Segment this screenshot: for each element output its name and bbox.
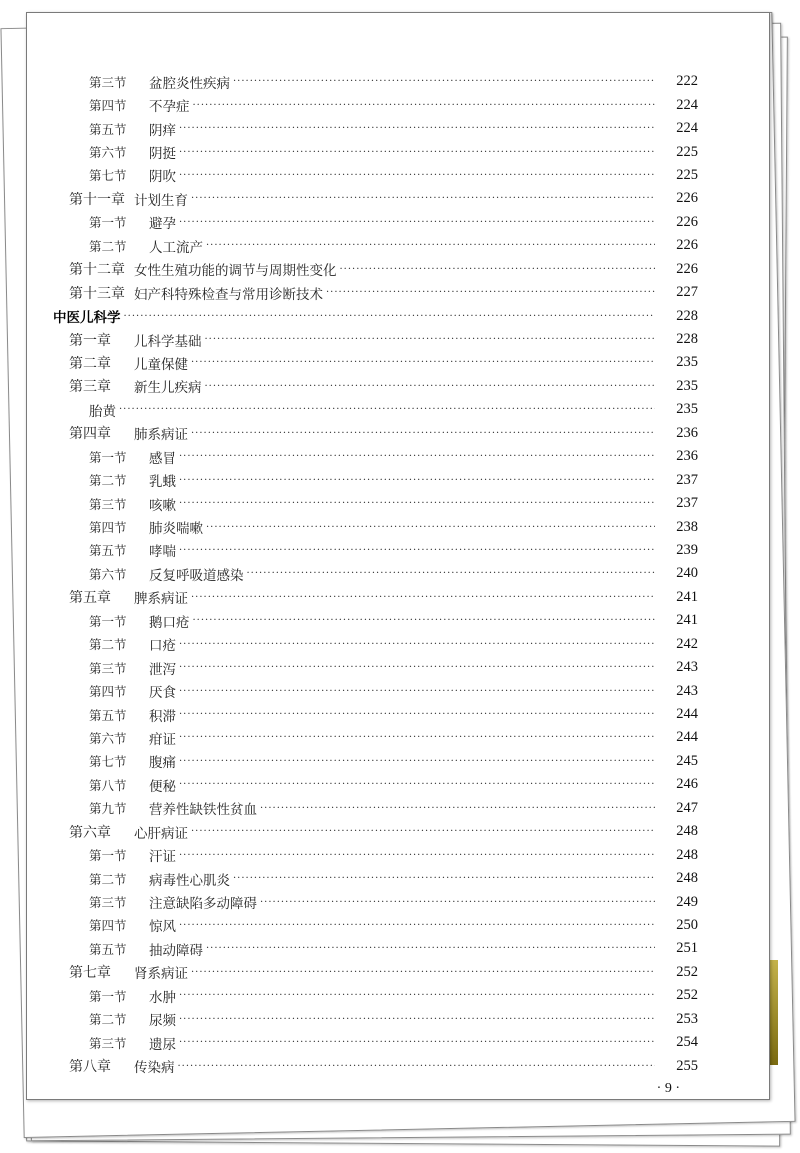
toc-entry-chapter[interactable] xyxy=(27,351,769,374)
toc-entry-title: 阴挺 xyxy=(149,146,176,163)
toc-entry-title: 汗证 xyxy=(149,849,176,866)
toc-entry-label: 第一章 xyxy=(69,332,111,349)
toc-entry-page: 226 xyxy=(676,190,698,207)
toc-entry-page: 224 xyxy=(676,96,698,113)
toc-entry-page: 235 xyxy=(676,401,698,418)
toc-entry-section[interactable] xyxy=(27,234,769,257)
leader-dots xyxy=(260,803,655,814)
toc-entry-title: 胎黄 xyxy=(89,403,116,420)
toc-entry-page: 226 xyxy=(676,260,698,277)
toc-entry-label: 第八节 xyxy=(89,777,127,793)
toc-entry-title: 肺系病证 xyxy=(134,427,188,444)
toc-entry-chapter[interactable] xyxy=(27,328,769,351)
leader-dots xyxy=(326,287,655,298)
toc-entry-title: 厌食 xyxy=(149,685,176,702)
toc-entry-chapter[interactable] xyxy=(27,586,769,609)
leader-dots xyxy=(179,920,655,931)
toc-entry-label: 第六节 xyxy=(89,566,127,582)
toc-entry-label: 第三节 xyxy=(89,660,127,676)
toc-entry-label: 第二节 xyxy=(89,1012,127,1028)
toc-entry-title: 女性生殖功能的调节与周期性变化 xyxy=(134,263,337,280)
toc-entry-section[interactable] xyxy=(27,468,769,491)
leader-dots xyxy=(179,545,655,556)
leader-dots xyxy=(206,240,655,251)
leader-dots xyxy=(191,967,655,978)
toc-entry-section[interactable] xyxy=(27,492,769,515)
toc-entry-label: 第十三章 xyxy=(69,285,125,302)
toc-entry-label: 第二节 xyxy=(89,473,127,489)
toc-entry-section[interactable] xyxy=(27,164,769,187)
toc-entry-page: 227 xyxy=(676,284,698,301)
toc-entry-title: 惊风 xyxy=(149,919,176,936)
toc-entry-label: 第三节 xyxy=(89,1035,127,1051)
toc-entry-section[interactable] xyxy=(27,656,769,679)
leader-dots xyxy=(179,1014,655,1025)
toc-entry-label: 第七章 xyxy=(69,965,111,982)
toc-entry-section[interactable] xyxy=(27,445,769,468)
leader-dots xyxy=(179,686,655,697)
toc-entry-label: 第七节 xyxy=(89,754,127,770)
leader-dots xyxy=(193,615,656,626)
toc-entry-label: 第三章 xyxy=(69,379,111,396)
toc-entry-page: 235 xyxy=(676,377,698,394)
toc-entry-label: 第三节 xyxy=(89,496,127,512)
toc-entry-title: 感冒 xyxy=(149,450,176,467)
toc-entry-section[interactable] xyxy=(27,211,769,234)
toc-entry-label: 第二章 xyxy=(69,355,111,372)
toc-entry-section[interactable] xyxy=(27,1008,769,1031)
toc-entry-section[interactable] xyxy=(27,539,769,562)
toc-entry-title: 脾系病证 xyxy=(134,591,188,608)
toc-entry-label: 第三节 xyxy=(89,895,127,911)
toc-entry-chapter[interactable] xyxy=(27,187,769,210)
leader-dots xyxy=(179,709,655,720)
toc-entry-section[interactable] xyxy=(27,890,769,913)
toc-entry-title: 阴痒 xyxy=(149,122,176,139)
toc-entry-title: 不孕症 xyxy=(149,99,190,116)
leader-dots xyxy=(179,639,655,650)
toc-entry-label: 第九节 xyxy=(89,801,127,817)
toc-entry-page: 248 xyxy=(676,870,698,887)
toc-entry-title: 肺炎喘嗽 xyxy=(149,521,203,538)
toc-entry-chapter[interactable] xyxy=(27,961,769,984)
toc-entry-page: 222 xyxy=(676,73,698,90)
toc-entry-label: 第五章 xyxy=(69,590,111,607)
leader-dots xyxy=(191,428,655,439)
toc-entry-label: 第四节 xyxy=(89,918,127,934)
leader-dots xyxy=(179,779,655,790)
toc-entry-page: 246 xyxy=(676,776,698,793)
toc-entry-page: 236 xyxy=(676,448,698,465)
leader-dots xyxy=(179,475,655,486)
toc-entry-title: 乳蛾 xyxy=(149,474,176,491)
toc-entry-page: 235 xyxy=(676,354,698,371)
leader-dots xyxy=(205,334,656,345)
toc-entry-title: 咳嗽 xyxy=(149,497,176,514)
toc-entry-page: 228 xyxy=(676,307,698,324)
toc-entry-title: 水肿 xyxy=(149,989,176,1006)
toc-entry-section[interactable] xyxy=(27,937,769,960)
leader-dots xyxy=(178,1061,656,1072)
leader-dots xyxy=(179,662,655,673)
toc-entry-chapter[interactable] xyxy=(27,820,769,843)
toc-entry-section[interactable] xyxy=(27,515,769,538)
toc-entry-title: 儿童保健 xyxy=(134,356,188,373)
toc-entry-page: 239 xyxy=(676,541,698,558)
toc-entry-section[interactable] xyxy=(27,797,769,820)
toc-entry-label: 第二节 xyxy=(89,238,127,254)
leader-dots xyxy=(260,897,655,908)
toc-entry-section[interactable] xyxy=(27,726,769,749)
toc-entry-section[interactable] xyxy=(27,773,769,796)
toc-entry-label: 第五节 xyxy=(89,707,127,723)
toc-entry-title: 避孕 xyxy=(149,216,176,233)
table-of-contents xyxy=(27,70,769,1078)
toc-entry-title: 口疮 xyxy=(149,638,176,655)
leader-dots xyxy=(179,990,655,1001)
toc-entry-section[interactable] xyxy=(27,867,769,890)
toc-entry-title: 注意缺陷多动障碍 xyxy=(149,896,257,913)
toc-entry-title: 妇产科特殊检查与常用诊断技术 xyxy=(134,286,323,303)
toc-entry-page: 236 xyxy=(676,424,698,441)
toc-entry-label: 第八章 xyxy=(69,1059,111,1076)
toc-entry-section[interactable] xyxy=(27,843,769,866)
toc-entry-page: 252 xyxy=(676,963,698,980)
leader-dots xyxy=(206,943,655,954)
leader-dots xyxy=(179,498,655,509)
leader-dots xyxy=(179,170,655,181)
toc-entry-label: 第三节 xyxy=(89,74,127,90)
toc-entry-page: 237 xyxy=(676,495,698,512)
leader-dots xyxy=(191,193,655,204)
toc-entry-page: 226 xyxy=(676,213,698,230)
leader-dots xyxy=(191,357,655,368)
toc-entry-title: 儿科学基础 xyxy=(134,333,202,350)
toc-entry-title: 计划生育 xyxy=(134,192,188,209)
toc-entry-section[interactable] xyxy=(27,609,769,632)
leader-dots xyxy=(206,522,655,533)
toc-entry-label: 第六节 xyxy=(89,145,127,161)
book-cover-edge xyxy=(770,960,778,1065)
page-number: · 9 · xyxy=(656,1081,680,1096)
toc-entry-section[interactable] xyxy=(27,70,769,93)
toc-entry-page: 226 xyxy=(676,237,698,254)
toc-entry-page: 252 xyxy=(676,987,698,1004)
toc-entry-title: 心肝病证 xyxy=(134,825,188,842)
toc-entry-page: 225 xyxy=(676,166,698,183)
toc-entry-chapter[interactable] xyxy=(27,258,769,281)
toc-entry-section[interactable] xyxy=(27,679,769,702)
toc-entry-title: 泄泻 xyxy=(149,661,176,678)
toc-entry-label: 第十一章 xyxy=(69,191,125,208)
toc-entry-title: 病毒性心肌炎 xyxy=(149,872,230,889)
toc-entry-label: 第一节 xyxy=(89,613,127,629)
toc-entry-section[interactable] xyxy=(27,750,769,773)
toc-entry-page: 238 xyxy=(676,518,698,535)
leader-dots xyxy=(179,732,655,743)
toc-entry-chapter[interactable] xyxy=(27,375,769,398)
toc-entry-page: 242 xyxy=(676,635,698,652)
leader-dots xyxy=(179,147,655,158)
toc-entry-title: 腹痛 xyxy=(149,755,176,772)
toc-entry-page: 243 xyxy=(676,682,698,699)
toc-entry-part[interactable] xyxy=(27,304,769,327)
toc-entry-title: 阴吹 xyxy=(149,169,176,186)
toc-entry-title: 营养性缺铁性贫血 xyxy=(149,802,257,819)
toc-entry-page: 228 xyxy=(676,331,698,348)
toc-entry-label: 第十二章 xyxy=(69,262,125,279)
toc-entry-label: 第六节 xyxy=(89,730,127,746)
leader-dots xyxy=(119,404,655,415)
toc-entry-section[interactable] xyxy=(27,562,769,585)
toc-entry-label: 第五节 xyxy=(89,543,127,559)
leader-dots xyxy=(179,850,655,861)
toc-entry-section[interactable] xyxy=(27,1031,769,1054)
toc-entry-page: 253 xyxy=(676,1010,698,1027)
toc-entry-page: 247 xyxy=(676,799,698,816)
leader-dots xyxy=(179,123,655,134)
leader-dots xyxy=(340,264,656,275)
toc-entry-page: 237 xyxy=(676,471,698,488)
leader-dots xyxy=(191,592,655,603)
toc-entry-label: 第五节 xyxy=(89,941,127,957)
toc-entry-section[interactable] xyxy=(27,117,769,140)
toc-entry-label: 第二节 xyxy=(89,871,127,887)
toc-entry-page: 248 xyxy=(676,846,698,863)
toc-entry-chapter[interactable] xyxy=(27,281,769,304)
toc-entry-page: 243 xyxy=(676,659,698,676)
toc-entry-page: 244 xyxy=(676,729,698,746)
toc-entry-page: 250 xyxy=(676,916,698,933)
toc-entry-title: 盆腔炎性疾病 xyxy=(149,75,230,92)
toc-entry-label: 第一节 xyxy=(89,988,127,1004)
toc-entry-chapter[interactable] xyxy=(27,1054,769,1077)
toc-entry-title: 中医儿科学 xyxy=(53,310,121,327)
toc-entry-title: 肾系病证 xyxy=(134,966,188,983)
toc-entry-page: 240 xyxy=(676,565,698,582)
toc-entry-title: 积滞 xyxy=(149,708,176,725)
toc-entry-label: 第四节 xyxy=(89,684,127,700)
toc-entry-label: 第四节 xyxy=(89,520,127,536)
toc-entry-page: 224 xyxy=(676,120,698,137)
toc-entry-label: 第一节 xyxy=(89,215,127,231)
toc-entry-title: 传染病 xyxy=(134,1060,175,1077)
toc-entry-title: 抽动障碍 xyxy=(149,942,203,959)
toc-entry-label: 第四章 xyxy=(69,426,111,443)
leader-dots xyxy=(247,568,656,579)
toc-entry-label: 第五节 xyxy=(89,121,127,137)
toc-entry-page: 244 xyxy=(676,706,698,723)
toc-entry-section[interactable] xyxy=(27,140,769,163)
toc-entry-page: 251 xyxy=(676,940,698,957)
toc-entry-page: 241 xyxy=(676,588,698,605)
toc-entry-section[interactable] xyxy=(27,703,769,726)
toc-entry-page: 245 xyxy=(676,752,698,769)
toc-entry-page: 249 xyxy=(676,893,698,910)
leader-dots xyxy=(179,1037,655,1048)
toc-entry-page: 254 xyxy=(676,1034,698,1051)
toc-entry-label: 第二节 xyxy=(89,637,127,653)
toc-entry-title: 鹅口疮 xyxy=(149,614,190,631)
leader-dots xyxy=(179,451,655,462)
leader-dots xyxy=(191,826,655,837)
toc-entry-label: 第四节 xyxy=(89,98,127,114)
toc-entry-section[interactable] xyxy=(27,984,769,1007)
toc-entry-section[interactable] xyxy=(27,914,769,937)
toc-entry-title: 便秘 xyxy=(149,778,176,795)
toc-entry-page: 248 xyxy=(676,823,698,840)
leader-dots xyxy=(233,873,655,884)
toc-entry-title: 尿频 xyxy=(149,1013,176,1030)
toc-entry-title: 哮喘 xyxy=(149,544,176,561)
leader-dots xyxy=(233,76,655,87)
toc-entry-label: 第七节 xyxy=(89,168,127,184)
leader-dots xyxy=(193,100,656,111)
toc-entry-title: 遗尿 xyxy=(149,1036,176,1053)
leader-dots xyxy=(179,756,655,767)
toc-entry-title: 疳证 xyxy=(149,731,176,748)
toc-entry-page: 225 xyxy=(676,143,698,160)
toc-entry-section[interactable] xyxy=(27,633,769,656)
toc-entry-title: 人工流产 xyxy=(149,239,203,256)
toc-entry-page: 255 xyxy=(676,1057,698,1074)
toc-entry-title: 反复呼吸道感染 xyxy=(149,567,244,584)
leader-dots xyxy=(179,217,655,228)
toc-entry-label: 第一节 xyxy=(89,449,127,465)
toc-entry-title: 新生儿疾病 xyxy=(134,380,202,397)
leader-dots xyxy=(205,381,656,392)
toc-entry-label: 第六章 xyxy=(69,824,111,841)
toc-page xyxy=(26,12,770,1100)
toc-entry-section[interactable] xyxy=(27,93,769,116)
leader-dots xyxy=(124,311,656,322)
toc-entry-leaf[interactable] xyxy=(27,398,769,421)
toc-entry-page: 241 xyxy=(676,612,698,629)
toc-entry-chapter[interactable] xyxy=(27,422,769,445)
toc-entry-label: 第一节 xyxy=(89,848,127,864)
